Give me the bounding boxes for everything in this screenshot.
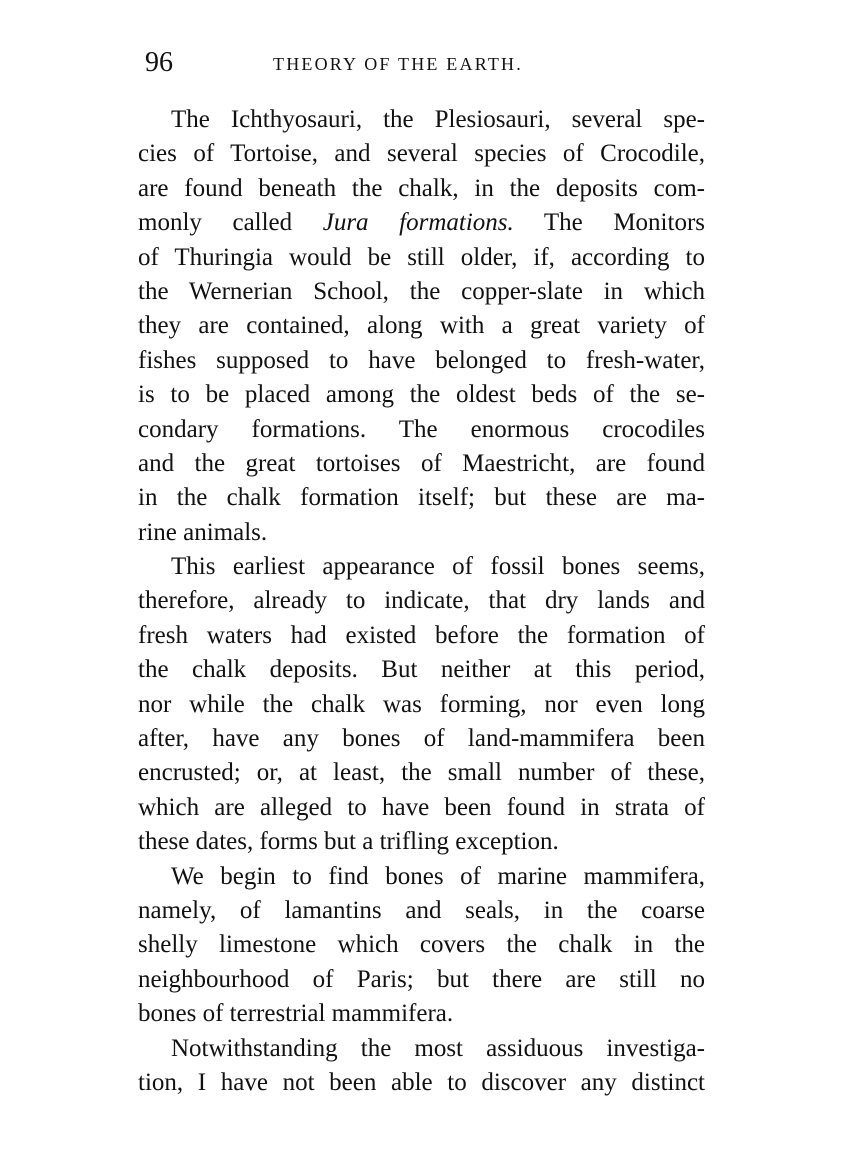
text-line: neighbourhood of Paris; but there are still no (138, 965, 705, 993)
text-line: rine animals. (138, 518, 268, 546)
text-segment: The Monitors (513, 209, 705, 237)
text-line: of Thuringia would be still older, if, according to (138, 243, 705, 271)
text-line: after, have any bones of land-mammifera been (138, 725, 705, 753)
text-line: which are alleged to have been found in strata of (138, 793, 705, 821)
text-line: The Ichthyosauri, the Plesiosauri, several spe- (171, 106, 705, 133)
text-line: nor while the chalk was forming, nor even long (138, 690, 705, 718)
text-line: condary formations. The enormous crocodiles (138, 415, 705, 443)
text-line: the chalk deposits. But neither at this period, (138, 656, 705, 684)
text-line: tion, I have not been able to discover any distinct (138, 1068, 705, 1096)
text-line: in the chalk formation itself; but these are ma- (138, 484, 705, 512)
text-line: fishes supposed to have belonged to fresh-water, (138, 346, 705, 374)
text-line: these dates, forms but a trifling exception. (138, 828, 559, 856)
text-line: fresh waters had existed before the formation of (138, 621, 705, 649)
running-title: THEORY OF THE EARTH. (273, 54, 523, 74)
italic-term: Jura formations. (322, 209, 514, 237)
text-line (138, 206, 705, 240)
page-header (145, 46, 705, 80)
paragraph (138, 550, 705, 860)
text-segment: monly called (138, 209, 323, 237)
text-line: is to be placed among the oldest beds of the se- (138, 381, 705, 409)
text-line: are found beneath the chalk, in the deposits com- (138, 174, 705, 202)
paragraph (138, 103, 705, 550)
text-line: namely, of lamantins and seals, in the coarse (138, 896, 705, 924)
text-line: shelly limestone which covers the chalk in the (138, 931, 705, 959)
text-line: and the great tortoises of Maestricht, are found (138, 449, 705, 477)
body-text (138, 103, 705, 1100)
text-line: the Wernerian School, the copper-slate in which (138, 277, 705, 305)
text-line: bones of terrestrial mammifera. (138, 1000, 454, 1028)
paragraph (138, 860, 705, 1032)
text-line: therefore, already to indicate, that dry lands and (138, 587, 705, 615)
text-line: they are contained, along with a great variety of (138, 312, 705, 340)
text-line: This earliest appearance of fossil bones seems, (171, 553, 705, 581)
text-line: Notwithstanding the most assiduous investiga- (171, 1034, 705, 1062)
text-line: encrusted; or, at least, the small number of these, (138, 759, 705, 787)
page-number: 96 (145, 47, 173, 78)
paragraph (138, 1032, 705, 1101)
text-line: cies of Tortoise, and several species of Crocodile, (138, 140, 705, 168)
text-line: We begin to find bones of marine mammifera, (171, 862, 705, 890)
